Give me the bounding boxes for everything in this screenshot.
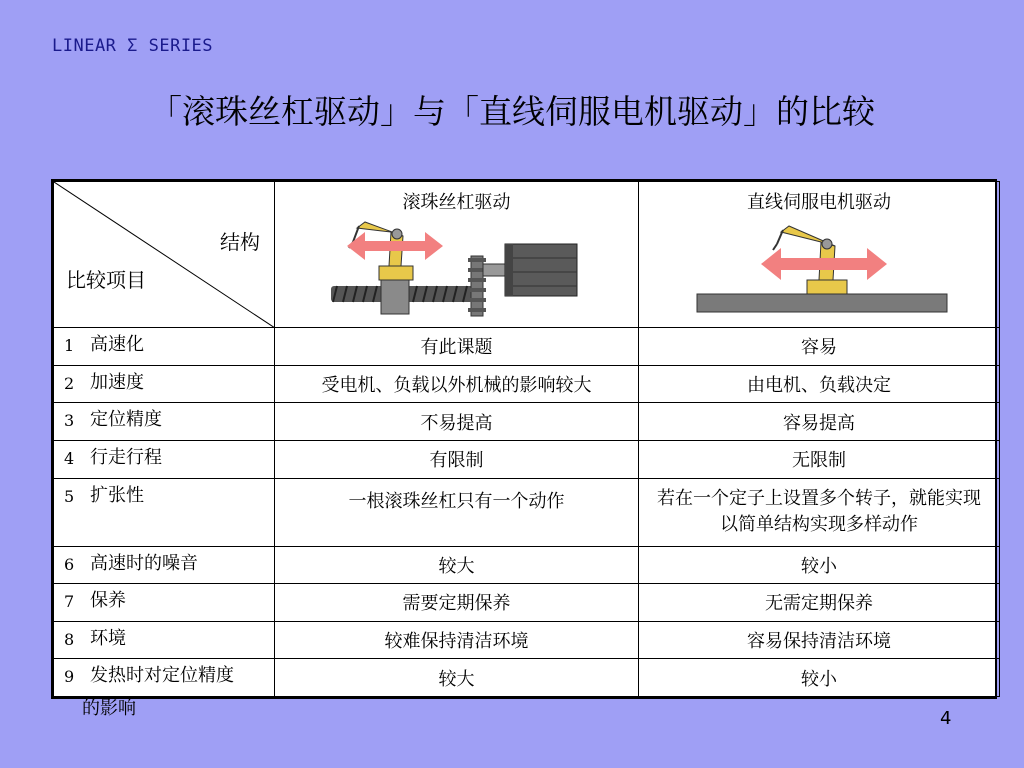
table-row [54,440,1000,478]
linear-motor-value: 由电机、负载决定 [639,365,1000,403]
row-item: 保养 [90,590,126,612]
linear-motor-value: 较小 [639,659,1000,697]
linear-motor-value: 若在一个定子上设置多个转子，就能实现以简单结构实现多样动作 [639,478,1000,546]
row-number: 2 [64,373,75,393]
linear-motor-robot-illustration [639,216,999,326]
ballscrew-value: 不易提高 [275,403,639,441]
corner-cell [54,182,275,328]
ballscrew-value: 一根滚珠丝杠只有一个动作 [275,478,639,546]
comparison-table [51,179,997,699]
corner-item-label: 比较项目 [66,268,146,292]
row-item: 扩张性 [90,484,144,506]
table-row [54,365,1000,403]
ballscrew-value: 较难保持清洁环境 [275,621,639,659]
linear-motor-value: 容易提高 [639,403,1000,441]
linear-motor-value: 容易 [639,328,1000,366]
linear-motor-header [639,182,1000,328]
corner-structure-label: 结构 [220,230,260,254]
ballscrew-value: 需要定期保养 [275,584,639,622]
row-number: 8 [64,629,75,649]
ballscrew-value: 有限制 [275,440,639,478]
table-row [54,478,1000,546]
row-number: 3 [64,411,75,431]
slide-title: 「滚珠丝杠驱动」与「直线伺服电机驱动」的比较 [149,92,875,131]
linear-motor-value: 较小 [639,546,1000,584]
row-item: 发热时对定位精度 [90,665,234,687]
row-item: 加速度 [90,371,144,393]
page-number: 4 [940,708,952,729]
diagonal-line [54,182,275,328]
row-number: 9 [64,667,75,687]
row-item: 高速化 [90,334,144,355]
ballscrew-value: 受电机、负载以外机械的影响较大 [275,365,639,403]
row9-overflow-text: 的影响 [82,698,136,719]
linear-motor-value: 无需定期保养 [639,584,1000,622]
ballscrew-value: 较大 [275,659,639,697]
table-row [54,328,1000,366]
row-number: 1 [64,336,75,355]
table-row [54,621,1000,659]
ballscrew-header-label: 滚珠丝杠驱动 [402,192,511,213]
row-item: 定位精度 [90,409,162,431]
table-row [54,584,1000,622]
row-number: 7 [64,592,75,612]
row-item: 高速时的噪音 [90,552,198,574]
row-number: 6 [64,554,75,574]
row-number: 5 [64,486,75,506]
ballscrew-value: 较大 [275,546,639,584]
ballscrew-robot-illustration [275,216,635,326]
linear-motor-header-label: 直线伺服电机驱动 [747,192,891,213]
ballscrew-header [275,182,639,328]
table-row [54,659,1000,697]
row-number: 4 [64,448,75,468]
linear-motor-value: 容易保持清洁环境 [639,621,1000,659]
linear-motor-value: 无限制 [639,440,1000,478]
row-item: 行走行程 [90,446,162,468]
table-row [54,403,1000,441]
row-item: 环境 [90,627,126,649]
ballscrew-value: 有此课题 [275,328,639,366]
table-row [54,546,1000,584]
series-label: LINEAR Σ SERIES [52,36,214,56]
